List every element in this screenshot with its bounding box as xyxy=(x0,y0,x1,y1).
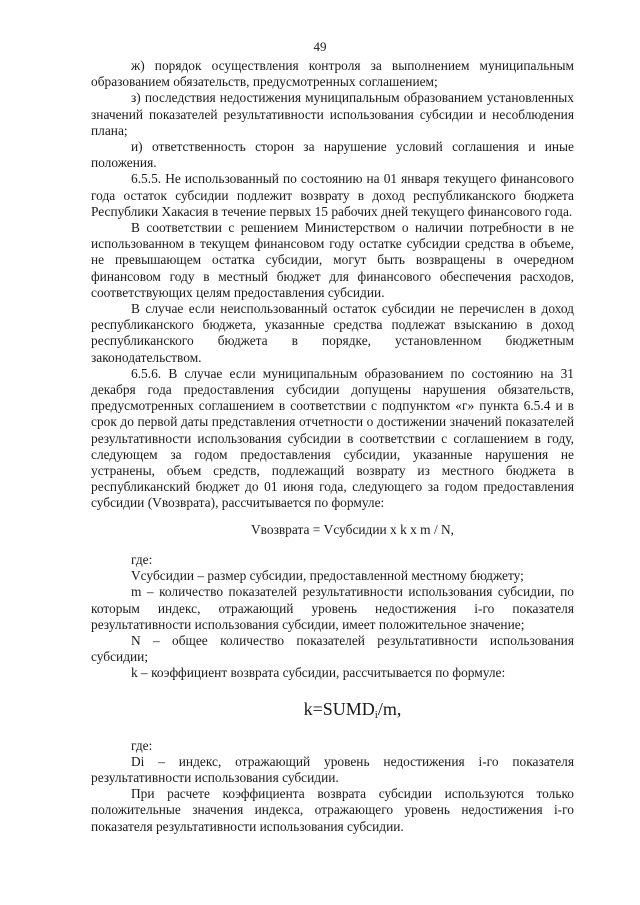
definition-n: N – общее количество показателей результативности использования субсидии; xyxy=(91,632,574,665)
page-number: 49 xyxy=(313,39,327,54)
paragraph-6-5-5: 6.5.5. Не использованный по состоянию на 01 января текущего финансового года остаток субсидии подлежит возврату в доход республиканского бюджета Республики Хакасия в течение первых 15 рабочих дней текущего финансового года. xyxy=(91,171,574,219)
definition-k: k – коэффициент возврата субсидии, рассчитывается по формуле: xyxy=(131,665,506,681)
formula-k-subscript: i xyxy=(374,708,378,721)
formula-return-coefficient xyxy=(91,698,574,726)
definition-di: Di – индекс, отражающий уровень недостижения i-го показателя результативности использования субсидии. xyxy=(91,753,574,785)
paragraph-ministry-decision: В соответствии с решением Министерством о наличии потребности в не использованном в текущем финансовом году остатке субсидии средства в объеме, не превышающем остатка субсидии, могут быть возвращены в очередном финансовом году в местный бюджет для финансового обеспечения расходов, соответствующих целям предоставления субсидии. xyxy=(91,220,574,300)
paragraph-item-zh: ж) порядок осуществления контроля за выполнением муниципальным образованием обязательств, предусмотренных соглашением; xyxy=(91,58,574,90)
where-label-2: где: xyxy=(131,737,153,753)
formula-return-volume: Vвозврата = Vсубсидии x k x m / N, xyxy=(250,521,455,537)
paragraph-positive-values: При расчете коэффициента возврата субсидии используются только положительные значения индекса, отражающего уровень недостижения i-го показателя результативности использования субсидии. xyxy=(91,786,574,834)
formula-k-main: k=SUMD xyxy=(303,698,375,719)
paragraph-item-i: и) ответственность сторон за нарушение условий соглашения и иные положения. xyxy=(91,139,574,171)
where-label: где: xyxy=(131,551,153,567)
paragraph-6-5-6: 6.5.6. В случае если муниципальным образованием по состоянию на 31 декабря года предоставления субсидии допущены нарушения обязательств, предусмотренных соглашением в соответствии с подпунктом «г» пункта 6.5.4 и в срок до первой даты представления отчетности о достижении значений показателей результативности использования субсидии в соответствии с соглашением в году, следующем за годом предоставления субсидии, указанные нарушения не устранены, объем средств, подлежащий возврату из местного бюджета в республиканский бюджет до 01 июня года, следующего за годом предоставления субсидии (Vвозврата), рассчитывается по формуле: xyxy=(91,365,574,511)
formula-k-tail: /m, xyxy=(377,698,402,719)
definition-v-subsidy: Vсубсидии – размер субсидии, предоставленной местному бюджету; xyxy=(131,568,524,584)
paragraph-item-z: з) последствия недостижения муниципальным образованием установленных значений показателей результативности использования субсидии и несоблюдения плана; xyxy=(91,90,574,138)
paragraph-recovery: В случае если неиспользованный остаток субсидии не перечислен в доход республиканского бюджета, указанные средства подлежат взысканию в доход республиканского бюджета в порядке, установленном бюджетным законодательством. xyxy=(91,301,574,365)
document-body xyxy=(91,58,574,835)
definition-m: m – количество показателей результативности использования субсидии, по которым индекс, отражающий уровень недостижения i-го показателя результативности использования субсидии, имеет положительное значение; xyxy=(91,584,574,632)
